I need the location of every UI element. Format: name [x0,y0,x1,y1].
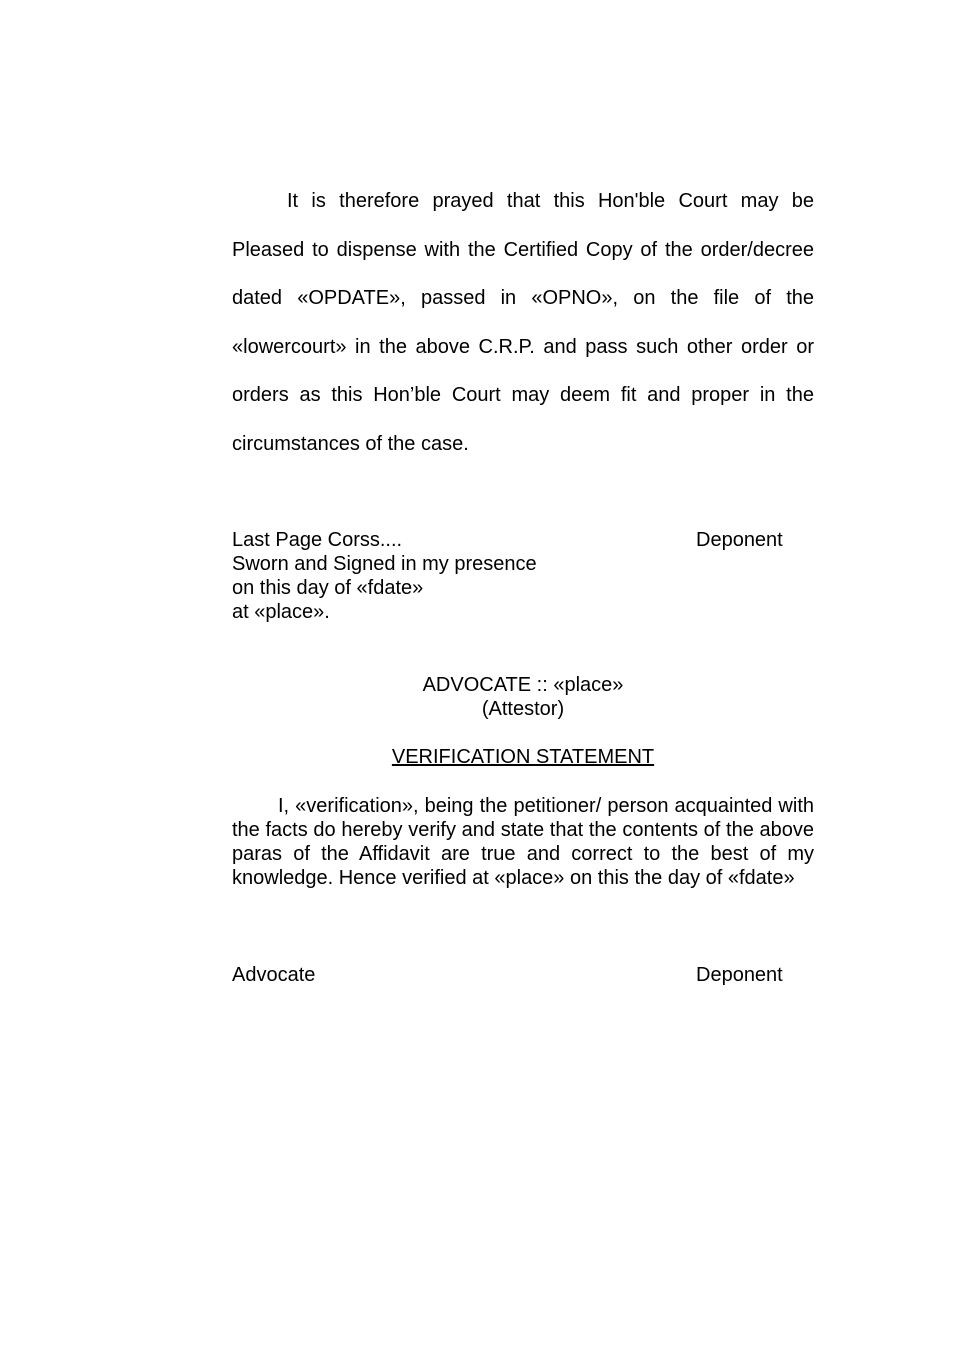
advocate-signature-label: Advocate [232,964,316,986]
sworn-date-line: on this day of «fdate» [232,577,424,599]
deponent-bottom-signature-label: Deponent [696,964,783,986]
verification-heading [232,745,814,769]
prayer-text: It is therefore prayed that this Hon'ble Court may be Pleased to dispense with the Certified Copy of the order/decree dated «OPDATE», passed in «OPNO», on the file of the «lowercourt» in the above C.R.P. and pass such other order or orders as this Hon’ble Court may deem fit and proper in the circumstances of the case. [232,190,814,455]
deponent-signature-label: Deponent [696,529,783,551]
advocate-place-line: ADVOCATE :: «place» [422,674,624,696]
verification-text: I, «verification», being the petitioner/ person acquainted with the facts do hereby verify and state that the contents of the above paras of the Affidavit are true and correct to the best of my knowledge. Hence verified at «place» on this the day of «fdate» [232,795,814,889]
verification-heading-text: VERIFICATION STATEMENT [391,746,655,768]
prayer-paragraph [232,177,814,468]
sworn-place-line: at «place». [232,601,330,623]
verification-paragraph [232,794,814,890]
attestor-line: (Attestor) [481,698,565,720]
sworn-block [232,528,537,624]
last-page-label: Last Page Corss.... [232,529,403,551]
sworn-signed-line: Sworn and Signed in my presence [232,553,537,575]
attestor-block [232,673,814,721]
